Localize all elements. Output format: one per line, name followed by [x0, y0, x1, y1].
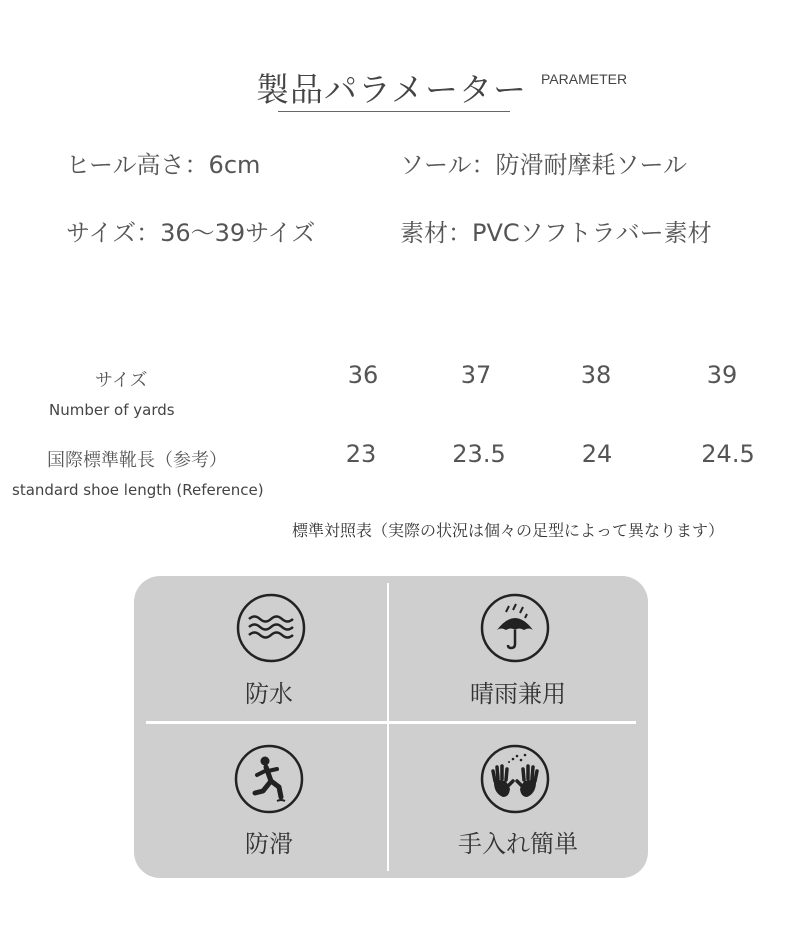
length-row-label-en: standard shoe length (Reference) — [12, 481, 264, 499]
waves-icon — [235, 592, 307, 664]
page-subtitle: PARAMETER — [541, 71, 628, 87]
table-cell: 37 — [460, 361, 492, 389]
table-cell: 38 — [580, 361, 612, 389]
size-row-label-en: Number of yards — [49, 401, 175, 419]
table-cell: 24.5 — [701, 440, 755, 468]
table-cell: 23.5 — [452, 440, 506, 468]
size-table-note: 標準対照表（実際の状況は個々の足型によって異なります） — [292, 521, 725, 540]
hands-icon — [479, 743, 551, 815]
feature-label: 防滑 — [245, 830, 293, 858]
table-cell: 24 — [581, 440, 613, 468]
param-material: 素材：PVCソフトラバー素材 — [400, 219, 712, 247]
panel-divider-horizontal — [146, 721, 636, 724]
panel-divider-vertical — [387, 583, 389, 871]
table-cell: 36 — [347, 361, 379, 389]
feature-label: 手入れ簡単 — [458, 830, 578, 858]
table-cell: 23 — [345, 440, 377, 468]
length-row-label: 国際標準靴長（参考） — [47, 450, 227, 471]
size-row-label: サイズ — [95, 370, 148, 391]
table-cell: 39 — [706, 361, 738, 389]
umbrella-rain-icon — [479, 592, 551, 664]
title-underline — [278, 111, 510, 112]
slipping-person-icon — [233, 743, 305, 815]
feature-label: 防水 — [245, 680, 293, 708]
param-heel: ヒール高さ：6cm — [66, 151, 261, 179]
param-sole: ソール：防滑耐摩耗ソール — [400, 151, 688, 179]
feature-label: 晴雨兼用 — [470, 680, 566, 708]
page-title: 製品パラメーター — [256, 70, 528, 109]
param-size: サイズ：36〜39サイズ — [66, 219, 316, 247]
